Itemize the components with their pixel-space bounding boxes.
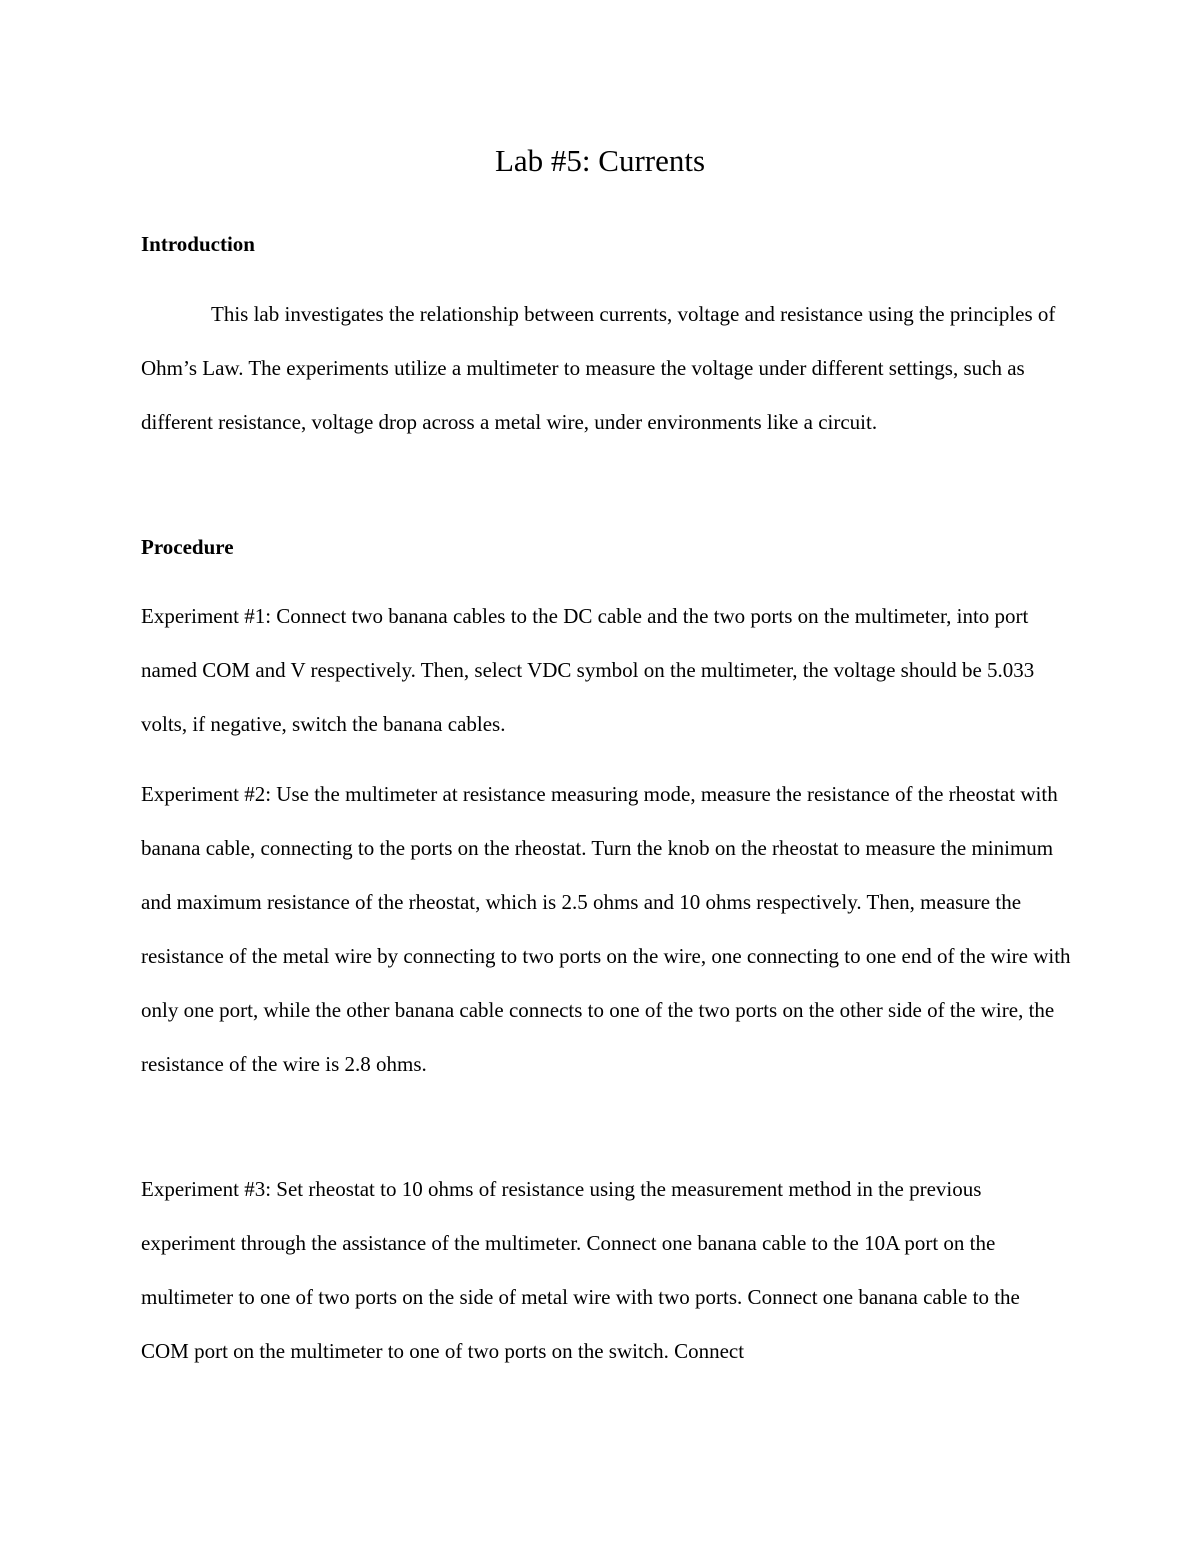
document-title: Lab #5: Currents [494, 143, 706, 178]
introduction-paragraph: This lab investigates the relationship between currents, voltage and resistance using the principles of Ohm’s Law. The experiments utilize a multimeter to measure the voltage under different settings, such as different resistance, voltage drop across a metal wire, under environments like a circuit. [141, 302, 1056, 434]
experiment-1-paragraph: Experiment #1: Connect two banana cables to the DC cable and the two ports on the multimeter, into port named COM and V respectively. Then, select VDC symbol on the multimeter, the voltage should be 5.033 volts, if negative, switch the banana cables. [141, 604, 1035, 736]
experiment-3-paragraph: Experiment #3: Set rheostat to 10 ohms of resistance using the measurement method in the previous experiment through the assistance of the multimeter. Connect one banana cable to the 10A port on the multimeter to one of two ports on the side of metal wire with two ports. Connect one banana cable to the COM port on the multimeter to one of two ports on the switch. Connect [141, 1177, 1020, 1363]
procedure-heading: Procedure [141, 535, 234, 559]
experiment-2-paragraph: Experiment #2: Use the multimeter at resistance measuring mode, measure the resistance of the rheostat with banana cable, connecting to the ports on the rheostat. Turn the knob on the rheostat to measure the minimum and maximum resistance of the rheostat, which is 2.5 ohms and 10 ohms respectively. Then, measure the resistance of the metal wire by connecting to two ports on the wire, one connecting to one end of the wire with only one port, while the other banana cable connects to one of the two ports on the other side of the wire, the resistance of the wire is 2.8 ohms. [141, 782, 1071, 1076]
introduction-heading: Introduction [141, 232, 255, 256]
